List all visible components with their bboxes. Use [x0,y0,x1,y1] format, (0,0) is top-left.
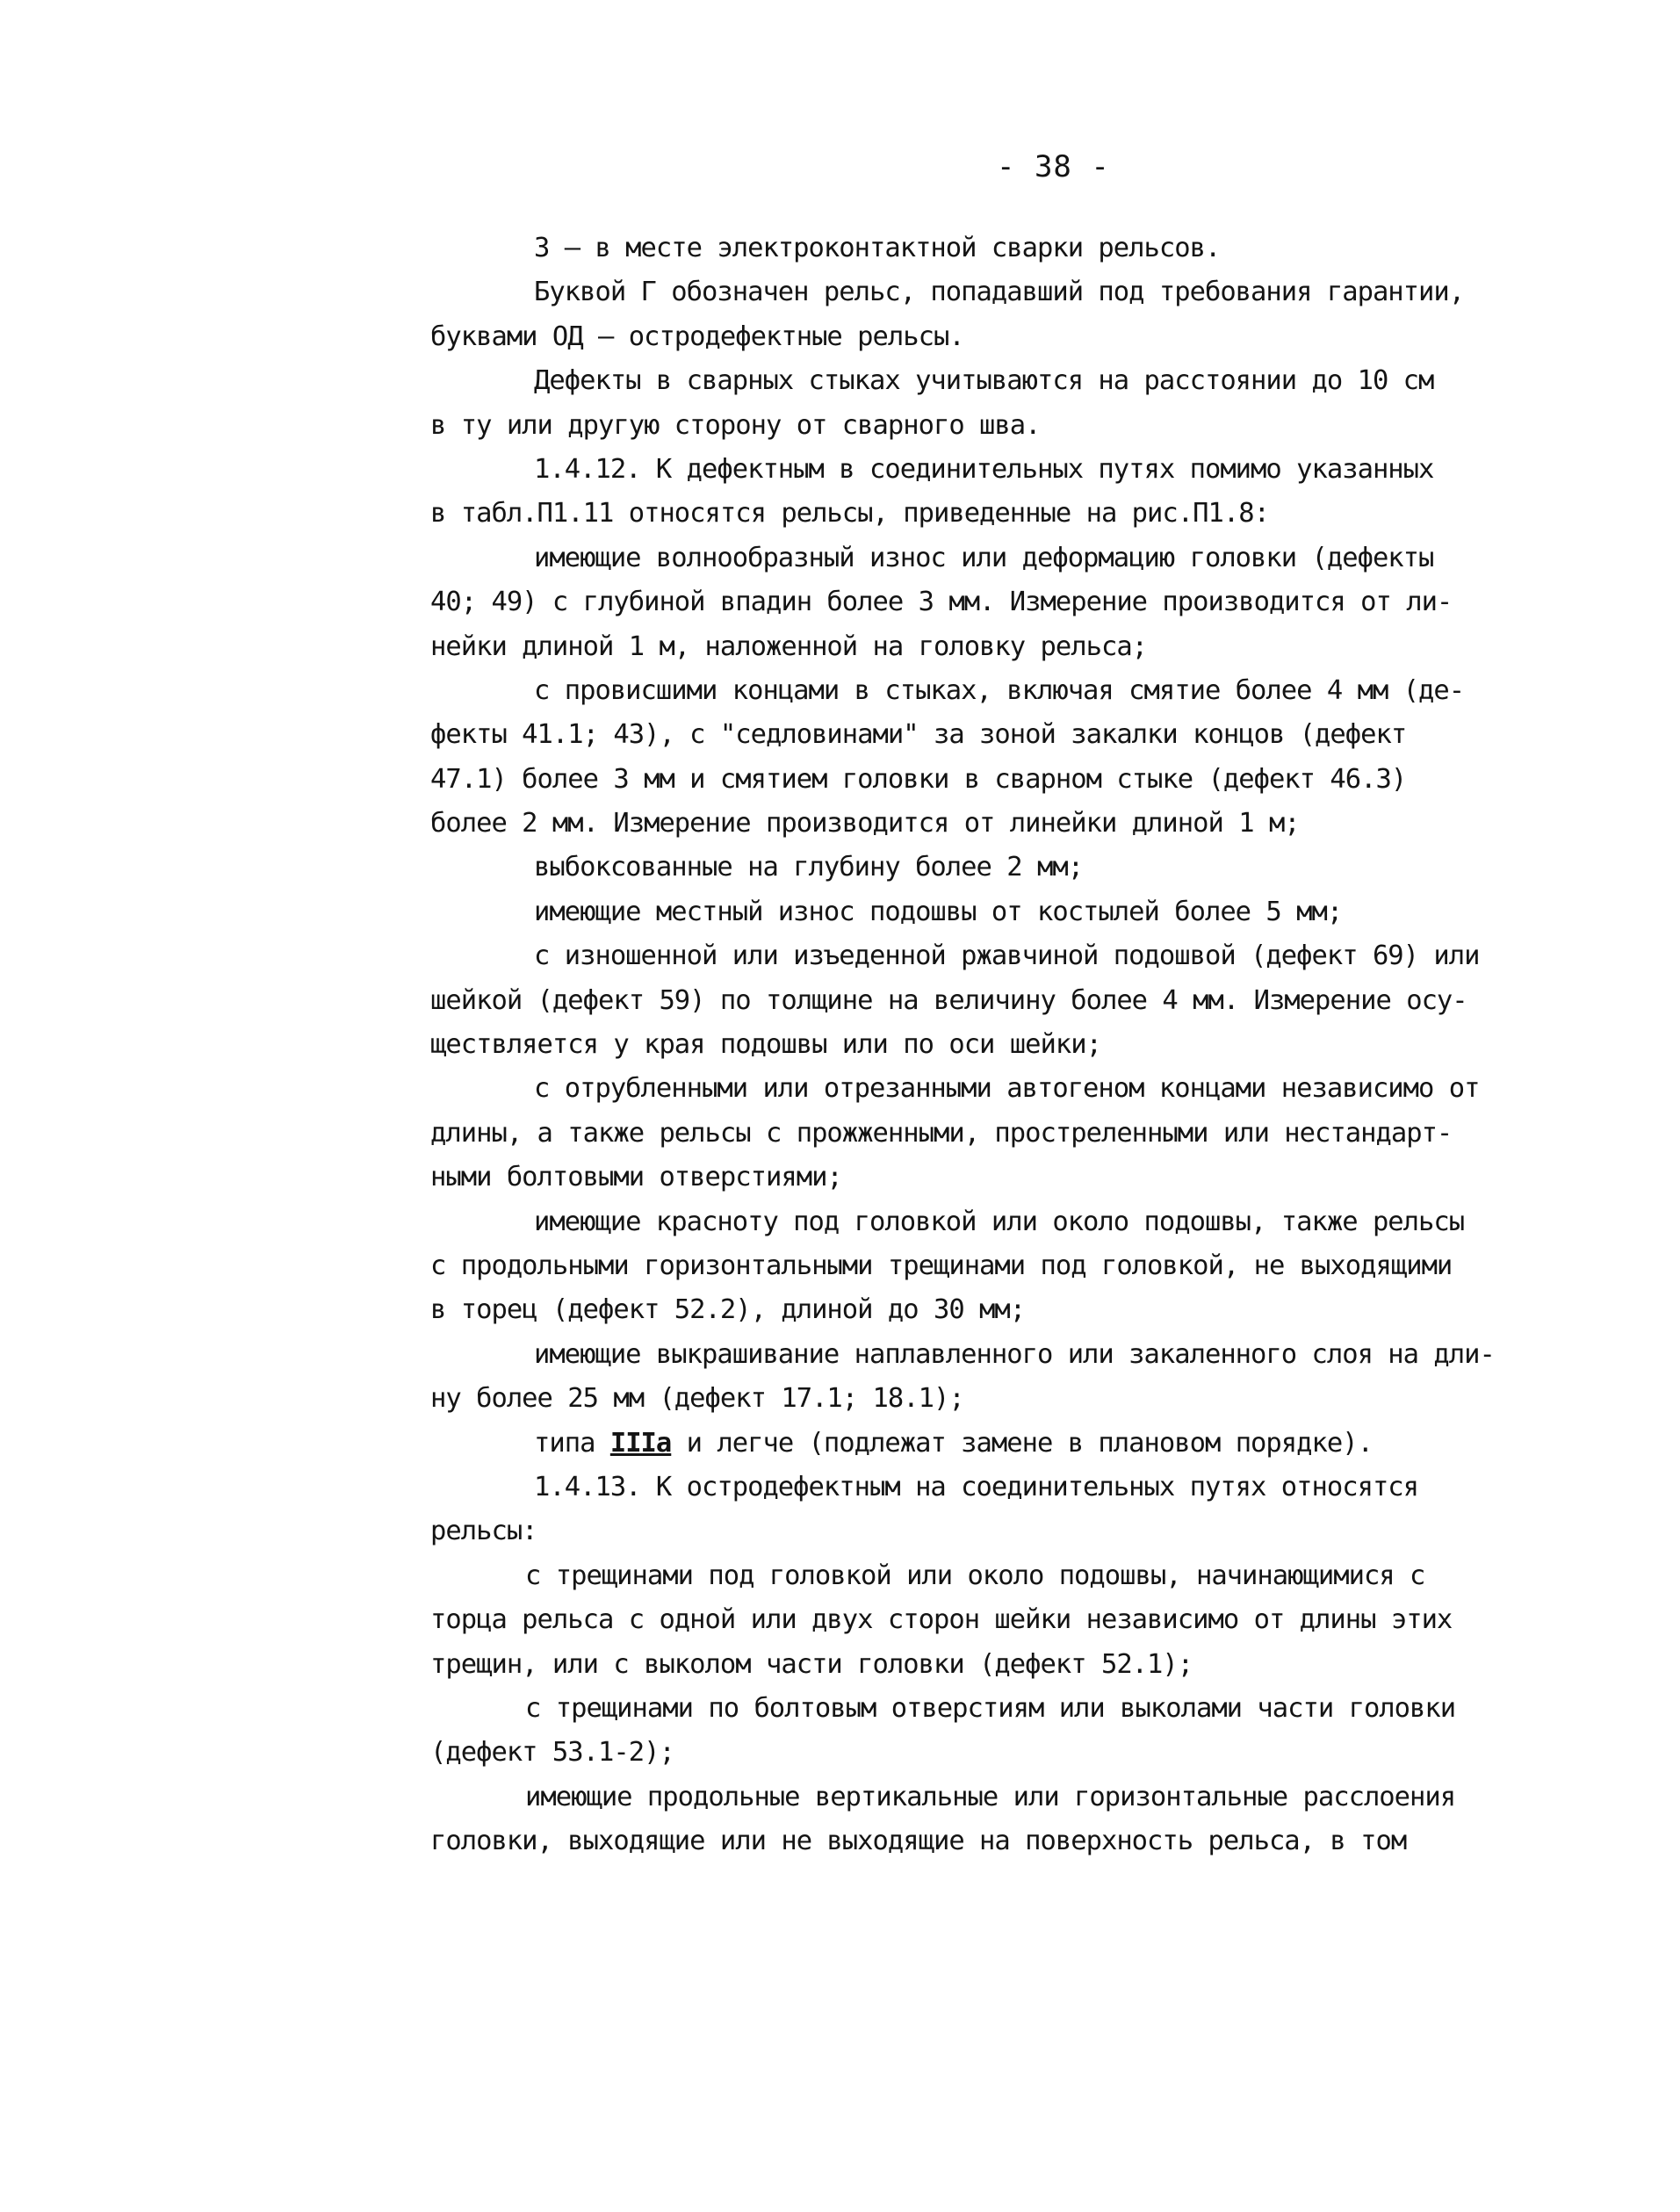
text-line: выбоксованные на глубину более 2 мм; [534,852,1084,883]
text-line: (дефект 53.1-2); [430,1737,674,1769]
text-line: 47.1) более 3 мм и смятием головки в сварном стыке (дефект 46.3) [430,763,1407,795]
text-line: ществляется у края подошвы или по оси шейки; [430,1029,1101,1061]
text-line: нейки длиной 1 м, наложенной на головку рельса; [430,630,1148,662]
text-line: рельсы: [430,1516,537,1547]
text-line: 1.4.13. К остродефектным на соединительных путях относятся [534,1471,1419,1502]
text-line: с провисшими концами в стыках, включая смятие более 4 мм (де- [534,674,1465,706]
text-line: ными болтовыми отверстиями; [430,1162,842,1193]
text-line: Буквой Г обозначен рельс, попадавший под требования гарантии, [534,277,1465,308]
text-line: в торец (дефект 52.2), длиной до 30 мм; [430,1294,1026,1326]
text-segment: типа [534,1427,610,1459]
text-line: шейкой (дефект 59) по толщине на величину более 4 мм. Измерение осу- [430,984,1467,1016]
text-line: ну более 25 мм (дефект 17.1; 18.1); [430,1383,964,1415]
rail-type-mark: IIIа [609,1427,672,1459]
text-line: с трещинами по болтовым отверстиям или выколами части головки [525,1692,1456,1724]
text-line: с отрубленными или отрезанными автогеном концами независимо от [534,1073,1480,1105]
text-line: имеющие местный износ подошвы от костылей более 5 мм; [534,896,1343,927]
text-segment: и легче (подлежат замене в плановом порядке). [671,1427,1373,1459]
text-line [430,1422,1651,1466]
text-line: имеющие выкрашивание наплавленного или закаленного слоя на дли- [534,1338,1495,1370]
body-text [430,227,1651,1863]
text-line: длины, а также рельсы с прожженными, простреленными или нестандарт- [430,1117,1453,1149]
text-line: более 2 мм. Измерение производится от линейки длиной 1 м; [430,808,1300,839]
text-line: имеющие продольные вертикальные или горизонтальные расслоения [525,1781,1456,1812]
text-line: 1.4.12. К дефектным в соединительных путях помимо указанных [534,453,1434,485]
text-line: головки, выходящие или не выходящие на поверхность рельса, в том [430,1826,1407,1857]
text-line: в табл.П1.11 относятся рельсы, приведенные на рис.П1.8: [430,498,1269,530]
text-line: трещин, или с выколом части головки (дефект 52.1); [430,1648,1193,1680]
text-line: в ту или другую сторону от сварного шва. [430,409,1041,441]
text-line: 40; 49) с глубиной впадин более 3 мм. Измерение производится от ли- [430,587,1453,618]
text-line: Дефекты в сварных стыках учитываются на расстоянии до 10 см [534,365,1434,397]
text-line: имеющие красноту под головкой или около подошвы, также рельсы [534,1206,1465,1237]
text-line: буквами ОД – остродефектные рельсы. [430,321,964,352]
text-line: с продольными горизонтальными трещинами под головкой, не выходящими [430,1250,1453,1281]
text-line: имеющие волнообразный износ или деформацию головки (дефекты [534,542,1434,573]
text-line: с трещинами под головкой или около подошвы, начинающимися с [525,1560,1425,1591]
text-line: фекты 41.1; 43), с "седловинами" за зоной закалки концов (дефект [430,719,1407,751]
text-line: с изношенной или изъеденной ржавчиной подошвой (дефект 69) или [534,940,1480,972]
text-line: торца рельса с одной или двух сторон шейки независимо от длины этих [430,1604,1453,1636]
page-number: - 38 - [997,149,1110,184]
text-line: 3 – в месте электроконтактной сварки рельсов. [534,233,1221,263]
